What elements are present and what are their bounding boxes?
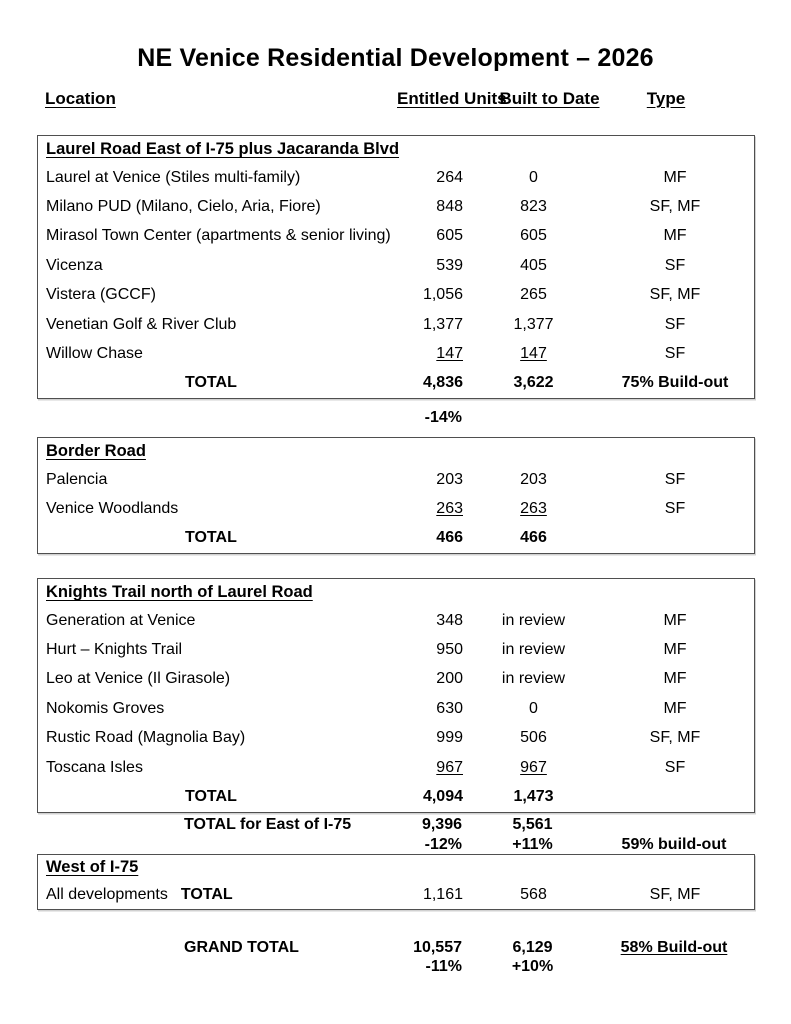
grand-total-row xyxy=(37,938,753,958)
entitled-units-cell: 950 xyxy=(436,641,463,659)
section-west-of-i75 xyxy=(37,854,755,910)
entitled-units-cell: 1,161 xyxy=(422,885,463,903)
table-row xyxy=(38,222,754,251)
grand-total-entitled-units: 10,557 xyxy=(413,939,462,956)
east-total-entitled-pct: -12% xyxy=(424,835,462,853)
type-cell: MF xyxy=(663,670,687,688)
total-built-to-date: 1,473 xyxy=(513,788,554,806)
section-header-label: Knights Trail north of Laurel Road xyxy=(46,583,313,601)
total-label: TOTAL xyxy=(185,374,237,392)
built-to-date-cell: 605 xyxy=(520,227,547,245)
total-label: TOTAL xyxy=(185,529,237,547)
built-to-date-cell: 147 xyxy=(520,345,547,363)
west-total-label: TOTAL xyxy=(180,885,233,903)
location-cell: Hurt – Knights Trail xyxy=(46,641,183,659)
entitled-units-cell: 848 xyxy=(436,198,463,216)
section-header-label: Laurel Road East of I-75 plus Jacaranda Blvd xyxy=(46,140,400,158)
type-cell: SF, MF xyxy=(649,286,701,304)
type-cell: SF xyxy=(664,315,686,333)
east-total-buildout-pct: 59% build-out xyxy=(621,835,727,853)
total-entitled-units: 4,094 xyxy=(422,788,463,806)
table-row xyxy=(38,694,754,723)
column-headers xyxy=(37,89,753,109)
east-total-entitled-units: 9,396 xyxy=(421,815,462,833)
type-cell: SF xyxy=(664,758,686,776)
east-total-pct-row xyxy=(37,835,753,854)
column-header-location: Location xyxy=(45,89,116,108)
entitled-change-note: -14% xyxy=(424,408,462,426)
location-cell: Nokomis Groves xyxy=(46,699,165,717)
location-cell: Rustic Road (Magnolia Bay) xyxy=(46,729,246,747)
grand-total-block xyxy=(37,938,753,976)
built-to-date-cell: 823 xyxy=(520,198,547,216)
table-row xyxy=(38,724,754,753)
east-total-built-pct: +11% xyxy=(512,835,553,853)
grand-total-built-pct: +10% xyxy=(511,958,554,975)
type-cell: MF xyxy=(663,227,687,245)
section-knights-trail xyxy=(37,578,755,813)
entitled-change-note-row xyxy=(37,399,753,436)
section-laurel-road-east xyxy=(37,135,755,399)
location-cell: Generation at Venice xyxy=(46,611,196,629)
table-row xyxy=(38,665,754,694)
page-title: NE Venice Residential Development – 2026 xyxy=(137,44,654,72)
built-to-date-cell: 1,377 xyxy=(513,315,554,333)
entitled-units-cell: 967 xyxy=(436,758,463,776)
built-to-date-cell: in review xyxy=(501,611,566,629)
table-row xyxy=(38,494,754,523)
total-built-to-date: 3,622 xyxy=(513,374,554,392)
east-total-row xyxy=(37,814,753,835)
total-type: 75% Build-out xyxy=(621,374,729,392)
location-cell: Toscana Isles xyxy=(46,758,143,776)
entitled-units-cell: 1,377 xyxy=(422,315,463,333)
location-cell: Willow Chase xyxy=(46,345,143,363)
total-row xyxy=(38,524,754,553)
type-cell: SF, MF xyxy=(649,885,701,903)
built-to-date-cell: 405 xyxy=(520,256,547,274)
table-row xyxy=(38,465,754,494)
total-entitled-units: 4,836 xyxy=(422,374,463,392)
section-header xyxy=(38,136,754,163)
table-row xyxy=(38,192,754,221)
column-header-built-to-date: Built to Date xyxy=(499,89,600,108)
table-row xyxy=(38,281,754,310)
built-to-date-cell: 263 xyxy=(520,500,547,518)
section-header-label: West of I-75 xyxy=(46,858,139,876)
type-cell: SF xyxy=(664,345,686,363)
east-total-block xyxy=(37,814,753,854)
location-cell: Venetian Golf & River Club xyxy=(46,315,237,333)
type-cell: SF, MF xyxy=(649,198,701,216)
type-cell: SF xyxy=(664,470,686,488)
east-total-label: TOTAL for East of I-75 xyxy=(184,815,352,833)
column-header-entitled-units: Entitled Units xyxy=(397,89,507,108)
entitled-units-cell: 605 xyxy=(436,227,463,245)
type-cell: SF xyxy=(664,500,686,518)
section-header-label: Border Road xyxy=(46,442,146,460)
built-to-date-cell: 967 xyxy=(520,758,547,776)
total-label: TOTAL xyxy=(185,788,237,806)
grand-total-built-to-date: 6,129 xyxy=(512,939,553,956)
total-built-to-date: 466 xyxy=(520,529,547,547)
table-row xyxy=(38,339,754,368)
built-to-date-cell: 0 xyxy=(529,699,538,717)
entitled-units-cell: 264 xyxy=(436,168,463,186)
entitled-units-cell: 147 xyxy=(436,345,463,363)
location-cell xyxy=(38,886,398,904)
entitled-units-cell: 263 xyxy=(436,500,463,518)
grand-total-entitled-pct: -11% xyxy=(425,958,462,975)
section-header xyxy=(38,438,754,465)
west-row-label: All developments xyxy=(46,885,168,903)
east-total-built-to-date: 5,561 xyxy=(512,815,553,833)
entitled-units-cell: 1,056 xyxy=(422,286,463,304)
table-row xyxy=(38,753,754,782)
location-cell: Milano PUD (Milano, Cielo, Aria, Fiore) xyxy=(46,198,321,216)
section-header xyxy=(38,579,754,606)
total-row xyxy=(38,782,754,811)
location-cell: Palencia xyxy=(46,470,108,488)
built-to-date-cell: 265 xyxy=(520,286,547,304)
built-to-date-cell: 0 xyxy=(529,168,538,186)
entitled-units-cell: 200 xyxy=(436,670,463,688)
built-to-date-cell: in review xyxy=(501,641,566,659)
column-header-type: Type xyxy=(646,89,686,108)
section-header xyxy=(38,855,754,880)
table-row xyxy=(38,635,754,664)
location-cell: Leo at Venice (Il Girasole) xyxy=(46,670,231,688)
entitled-units-cell: 630 xyxy=(436,699,463,717)
type-cell: SF xyxy=(664,256,686,274)
total-entitled-units: 466 xyxy=(436,529,463,547)
grand-total-pct-row xyxy=(37,958,753,976)
location-cell: Venice Woodlands xyxy=(46,500,179,518)
table-row xyxy=(38,606,754,635)
grand-total-buildout-pct: 58% Build-out xyxy=(620,939,728,956)
built-to-date-cell: 568 xyxy=(520,885,547,903)
location-cell: Vicenza xyxy=(46,256,103,274)
built-to-date-cell: in review xyxy=(501,670,566,688)
total-row xyxy=(38,369,754,398)
entitled-units-cell: 203 xyxy=(436,470,463,488)
location-cell: Mirasol Town Center (apartments & senior living) xyxy=(46,227,391,245)
type-cell: SF, MF xyxy=(649,729,701,747)
grand-total-label: GRAND TOTAL xyxy=(184,939,299,956)
type-cell: MF xyxy=(663,641,687,659)
type-cell: MF xyxy=(663,168,687,186)
table-row xyxy=(38,251,754,280)
built-to-date-cell: 506 xyxy=(520,729,547,747)
table-row xyxy=(38,163,754,192)
type-cell: MF xyxy=(663,611,687,629)
entitled-units-cell: 999 xyxy=(436,729,463,747)
entitled-units-cell: 348 xyxy=(436,611,463,629)
table-row xyxy=(38,310,754,339)
location-cell: Vistera (GCCF) xyxy=(46,286,156,304)
table-row xyxy=(38,880,754,909)
type-cell: MF xyxy=(663,699,687,717)
section-border-road xyxy=(37,437,755,554)
location-cell: Laurel at Venice (Stiles multi-family) xyxy=(46,168,301,186)
built-to-date-cell: 203 xyxy=(520,470,547,488)
entitled-units-cell: 539 xyxy=(436,256,463,274)
